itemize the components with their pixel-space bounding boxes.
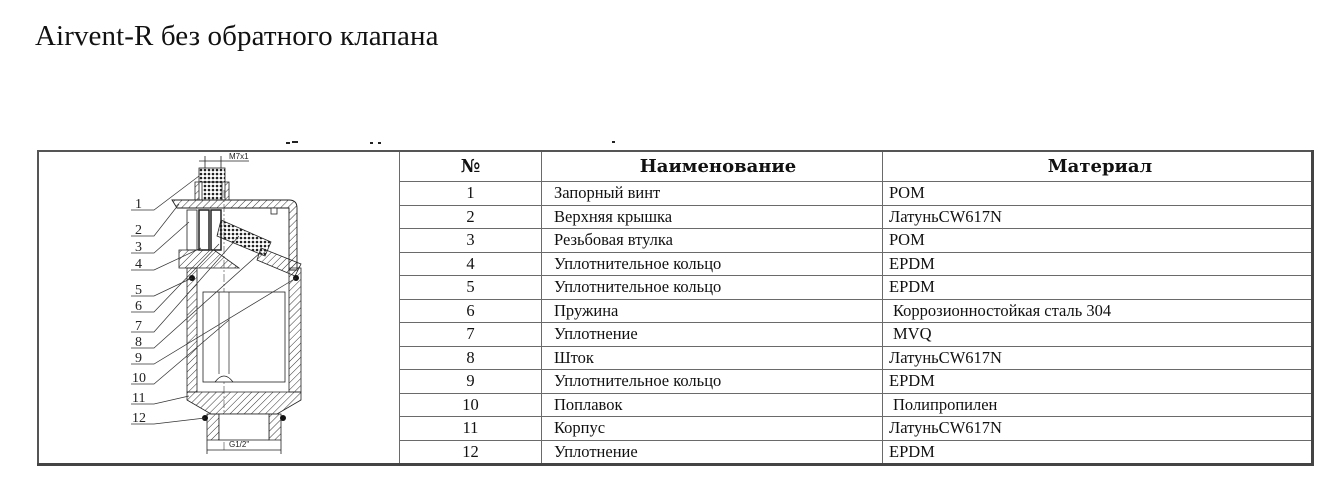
row-name: Пружина: [542, 299, 883, 323]
row-number: 9: [400, 370, 542, 394]
svg-text:1: 1: [135, 197, 142, 212]
svg-text:6: 6: [135, 299, 142, 314]
table-header-row: [38, 151, 1313, 182]
row-name: Уплотнительное кольцо: [542, 276, 883, 300]
svg-text:2: 2: [135, 223, 142, 238]
header-name: Наименование: [542, 151, 883, 182]
row-number: 6: [400, 299, 542, 323]
row-name: Запорный винт: [542, 182, 883, 206]
dimension-bottom-label: G1/2": [229, 440, 250, 449]
valve-cross-section-drawing: [39, 152, 399, 462]
header-material: Материал: [883, 151, 1313, 182]
row-material: ЛатуньCW617N: [883, 205, 1313, 229]
row-number: 4: [400, 252, 542, 276]
row-material: EPDM: [883, 276, 1313, 300]
row-name: Уплотнение: [542, 323, 883, 347]
row-material: EPDM: [883, 370, 1313, 394]
scan-artifacts: [270, 140, 630, 146]
row-number: 7: [400, 323, 542, 347]
row-material: Коррозионностойкая сталь 304: [883, 299, 1313, 323]
row-number: 2: [400, 205, 542, 229]
row-name: Уплотнительное кольцо: [542, 370, 883, 394]
row-material: ЛатуньCW617N: [883, 346, 1313, 370]
row-name: Шток: [542, 346, 883, 370]
row-material: MVQ: [883, 323, 1313, 347]
svg-text:5: 5: [135, 283, 142, 298]
row-number: 12: [400, 440, 542, 465]
row-material: POM: [883, 182, 1313, 206]
svg-text:7: 7: [135, 319, 142, 334]
svg-text:8: 8: [135, 335, 142, 350]
row-name: Поплавок: [542, 393, 883, 417]
row-material: ЛатуньCW617N: [883, 417, 1313, 441]
svg-text:4: 4: [135, 257, 142, 272]
parts-table: [37, 150, 1314, 466]
row-name: Резьбовая втулка: [542, 229, 883, 253]
row-material: EPDM: [883, 440, 1313, 465]
row-name: Уплотнение: [542, 440, 883, 465]
row-number: 11: [400, 417, 542, 441]
svg-text:12: 12: [132, 411, 146, 426]
svg-text:11: 11: [132, 391, 146, 406]
row-material: EPDM: [883, 252, 1313, 276]
dimension-top-label: M7x1: [229, 152, 249, 161]
document-title: Airvent-R без обратного клапана: [35, 20, 439, 52]
valve-drawing-cell: [38, 151, 400, 465]
header-number: №: [400, 151, 542, 182]
row-name: Уплотнительное кольцо: [542, 252, 883, 276]
row-number: 8: [400, 346, 542, 370]
svg-text:9: 9: [135, 351, 142, 366]
row-number: 1: [400, 182, 542, 206]
row-number: 5: [400, 276, 542, 300]
row-name: Верхняя крышка: [542, 205, 883, 229]
row-material: Полипропилен: [883, 393, 1313, 417]
svg-text:10: 10: [132, 371, 146, 386]
row-name: Корпус: [542, 417, 883, 441]
row-number: 3: [400, 229, 542, 253]
row-material: POM: [883, 229, 1313, 253]
row-number: 10: [400, 393, 542, 417]
svg-text:3: 3: [135, 240, 142, 255]
